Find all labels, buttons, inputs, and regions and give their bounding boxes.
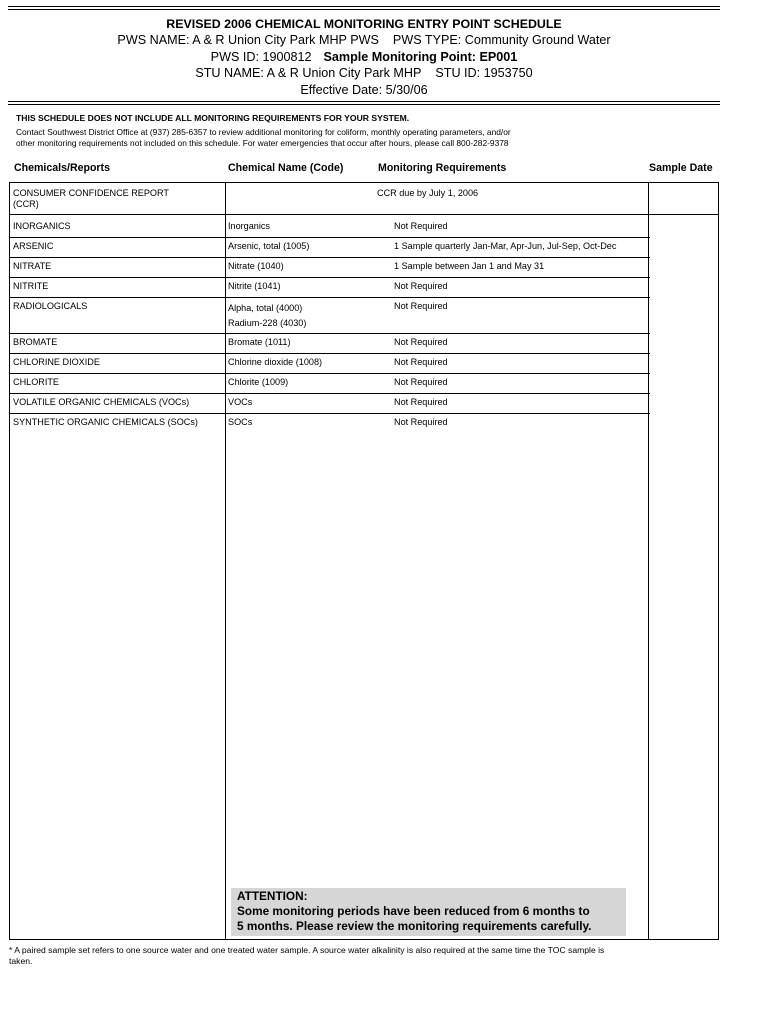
chemical-cell: RADIOLOGICALS <box>13 301 88 311</box>
pws-id-line <box>8 49 720 65</box>
row-divider <box>10 353 650 354</box>
footnote-line: * A paired sample set refers to one source water and one treated water sample. A source water alkalinity is also required at the same time the TOC sample is <box>9 945 605 955</box>
attention-box <box>231 888 626 936</box>
attention-line: Some monitoring periods have been reduced from 6 months to <box>237 904 590 918</box>
column-header-sample-date: Sample Date <box>649 162 713 174</box>
chemical-name-cell: Arsenic, total (1005) <box>228 241 310 251</box>
effective-date: Effective Date: 5/30/06 <box>300 82 428 97</box>
chemical-cell: ARSENIC <box>13 241 54 251</box>
requirement-cell: 1 Sample quarterly Jan-Mar, Apr-Jun, Jul-Sep, Oct-Dec <box>394 241 617 251</box>
top-rule-inner <box>8 9 720 10</box>
sample-monitoring-point: Sample Monitoring Point: EP001 <box>323 49 518 64</box>
chemical-name-cell: SOCs <box>228 417 253 427</box>
chemical-cell: VOLATILE ORGANIC CHEMICALS (VOCs) <box>13 397 190 407</box>
row-divider <box>10 373 650 374</box>
chemical-name-cell: Nitrite (1041) <box>228 281 281 291</box>
row-divider <box>10 277 650 278</box>
chemical-cell: CHLORITE <box>13 377 59 387</box>
footnote <box>9 945 721 967</box>
pws-type: PWS TYPE: Community Ground Water <box>392 33 611 48</box>
chemical-name-cell <box>228 301 306 331</box>
header-rule <box>8 101 720 102</box>
chemical-cell: INORGANICS <box>13 221 71 231</box>
row-divider <box>10 393 650 394</box>
requirement-cell: Not Required <box>394 397 448 407</box>
sample-date-cell[interactable] <box>650 184 716 213</box>
notice-body <box>16 127 716 149</box>
stu-line <box>8 65 720 81</box>
requirement-cell: CCR due by July 1, 2006 <box>377 188 479 198</box>
chemical-name-line: Radium-228 (4030) <box>228 318 307 328</box>
row-divider <box>10 237 650 238</box>
stu-name: STU NAME: A & R Union City Park MHP <box>195 66 422 81</box>
requirement-cell: Not Required <box>394 417 448 427</box>
chemical-name-cell: VOCs <box>228 397 253 407</box>
requirement-cell: Not Required <box>394 337 448 347</box>
column-header-chemicals: Chemicals/Reports <box>14 162 110 174</box>
pws-name: PWS NAME: A & R Union City Park MHP PWS <box>117 33 379 48</box>
chemical-label: CONSUMER CONFIDENCE REPORT <box>13 188 169 198</box>
row-divider <box>10 257 650 258</box>
chemical-cell: BROMATE <box>13 337 58 347</box>
schedule-notice <box>16 113 716 149</box>
row-divider <box>10 297 650 298</box>
chemical-cell: CHLORINE DIOXIDE <box>13 357 100 367</box>
attention-title: ATTENTION: <box>237 889 308 903</box>
chemical-name-cell: Nitrate (1040) <box>228 261 284 271</box>
requirement-cell: Not Required <box>394 301 448 311</box>
stu-id: STU ID: 1953750 <box>435 66 533 81</box>
chemical-name-cell: Chlorite (1009) <box>228 377 289 387</box>
footnote-line: taken. <box>9 956 33 966</box>
requirement-cell: Not Required <box>394 281 448 291</box>
requirement-cell: Not Required <box>394 221 448 231</box>
row-divider <box>10 413 650 414</box>
requirement-cell: Not Required <box>394 357 448 367</box>
requirement-cell: Not Required <box>394 377 448 387</box>
chemical-cell <box>13 188 169 210</box>
row-divider <box>10 333 650 334</box>
notice-heading: THIS SCHEDULE DOES NOT INCLUDE ALL MONITORING REQUIREMENTS FOR YOUR SYSTEM. <box>16 113 410 123</box>
row-divider <box>10 214 718 215</box>
chemical-label: (CCR) <box>13 199 39 209</box>
chemical-name-cell: Bromate (1011) <box>228 337 291 347</box>
schedule-header <box>8 16 720 98</box>
chemical-name-cell: Inorganics <box>228 221 270 231</box>
chemical-name-cell: Chlorine dioxide (1008) <box>228 357 323 367</box>
chemical-name-line: Alpha, total (4000) <box>228 303 303 313</box>
chemical-cell: NITRATE <box>13 261 52 271</box>
header-rule-inner <box>8 104 720 105</box>
column-header-requirements: Monitoring Requirements <box>378 162 507 174</box>
chemical-cell: NITRITE <box>13 281 49 291</box>
pws-line <box>8 32 720 48</box>
notice-line: Contact Southwest District Office at (937) 285-6357 to review additional monitoring for coliform, monthly operating parameters, and/or <box>16 127 511 137</box>
column-header-chemical-name: Chemical Name (Code) <box>228 162 344 174</box>
chemical-cell: SYNTHETIC ORGANIC CHEMICALS (SOCs) <box>13 417 198 427</box>
top-rule <box>8 6 720 7</box>
attention-line: 5 months. Please review the monitoring requirements carefully. <box>237 919 592 933</box>
notice-line: other monitoring requirements not included on this schedule. For water emergencies that occur after hours, please call 800-282-9378 <box>16 138 509 148</box>
pws-id: PWS ID: 1900812 <box>210 49 312 64</box>
monitoring-table <box>9 182 719 940</box>
document-title: REVISED 2006 CHEMICAL MONITORING ENTRY POINT SCHEDULE <box>166 17 562 31</box>
requirement-cell: 1 Sample between Jan 1 and May 31 <box>394 261 545 271</box>
